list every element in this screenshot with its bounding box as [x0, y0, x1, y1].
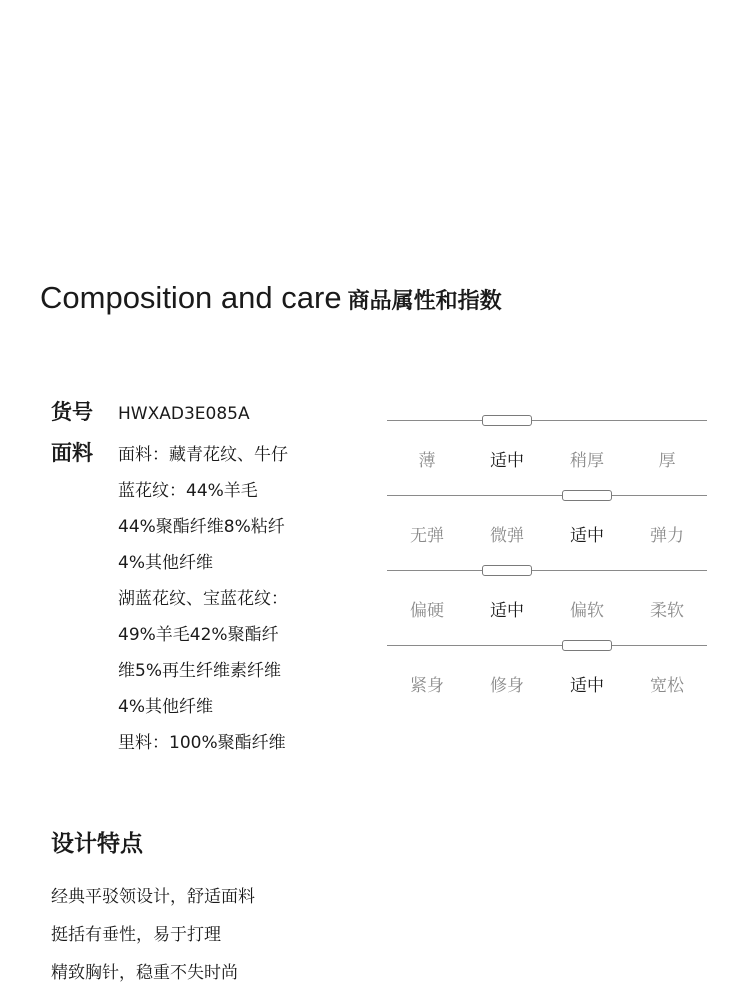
scale-track [387, 645, 707, 646]
section-title [40, 280, 502, 316]
fabric-line: 维5%再生纤维素纤维 [118, 661, 281, 681]
fabric-line: 44%聚酯纤维8%粘纤 [118, 517, 285, 537]
scale-option: 适中 [570, 676, 604, 696]
feature-item: 挺括有垂性，易于打理 [51, 925, 221, 945]
item-no-value: HWXAD3E085A [118, 404, 250, 424]
scale-option: 厚 [658, 451, 676, 471]
scale-option: 稍厚 [570, 451, 604, 471]
design-features [51, 825, 255, 983]
section-title-en: Composition and care [40, 280, 342, 315]
scale-option: 紧身 [410, 676, 444, 696]
fabric-line: 里料：100%聚酯纤维 [118, 733, 286, 753]
scale-option: 偏硬 [410, 601, 444, 621]
section-title-zh: 商品属性和指数 [347, 289, 502, 314]
item-no-label: 货号 [51, 400, 93, 424]
fabric-line: 49%羊毛42%聚酯纤 [118, 625, 279, 645]
scale-indicator [562, 490, 612, 501]
scale-option: 偏软 [570, 601, 604, 621]
scale-track [387, 420, 707, 421]
scale-option: 弹力 [650, 526, 684, 546]
scale-option: 适中 [490, 451, 524, 471]
scale-indicator [482, 415, 532, 426]
scale-indicator [482, 565, 532, 576]
scale-option: 宽松 [650, 676, 684, 696]
scale-option: 修身 [490, 676, 524, 696]
feature-item: 经典平驳领设计，舒适面料 [51, 887, 255, 907]
scale-track [387, 495, 707, 496]
scale-option: 无弹 [410, 526, 444, 546]
scale-option: 适中 [490, 601, 524, 621]
scale-fit [387, 645, 707, 720]
scale-option: 薄 [418, 451, 436, 471]
scale-track [387, 570, 707, 571]
fabric-line: 蓝花纹：44%羊毛 [118, 481, 258, 501]
fabric-line: 4%其他纤维 [118, 697, 213, 717]
scale-softness [387, 570, 707, 645]
fabric-label: 面料 [51, 441, 93, 465]
fabric-line: 湖蓝花纹、宝蓝花纹： [118, 589, 288, 609]
fabric-line: 4%其他纤维 [118, 553, 213, 573]
scale-option: 适中 [570, 526, 604, 546]
feature-item: 精致胸针，稳重不失时尚 [51, 963, 238, 983]
scale-option: 柔软 [650, 601, 684, 621]
scale-elasticity [387, 495, 707, 570]
scale-thickness [387, 420, 707, 495]
scale-option: 微弹 [490, 526, 524, 546]
design-heading: 设计特点 [51, 831, 143, 857]
fabric-line: 面料：藏青花纹、牛仔 [118, 445, 288, 465]
scale-indicator [562, 640, 612, 651]
